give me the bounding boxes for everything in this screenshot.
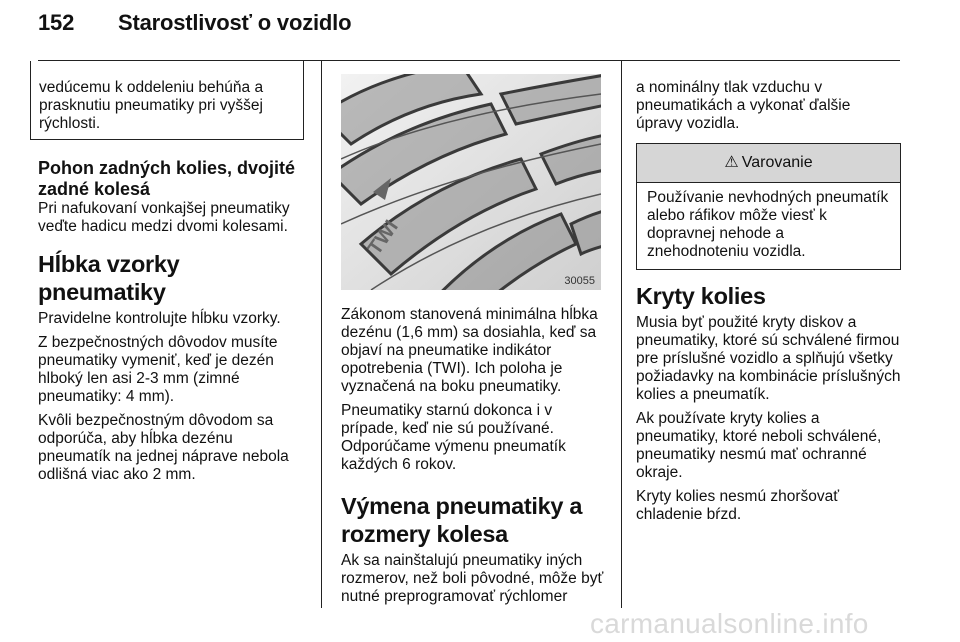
twi-label: TWI	[363, 216, 403, 259]
column-divider-1	[321, 61, 322, 608]
heading-tire-change: Výmena pneumatiky a rozmery kolesa	[341, 493, 583, 547]
column-divider-2	[621, 61, 622, 608]
heading-wheel-covers: Kryty kolies	[636, 283, 766, 309]
warning-box	[636, 143, 901, 270]
image-number: 30055	[564, 275, 595, 287]
page-number: 152	[38, 10, 75, 35]
warning-header	[637, 144, 900, 183]
tire-tread-illustration	[341, 74, 601, 290]
paragraph-tire-change: Ak sa nainštalujú pneumatiky iných rozmerov, než boli pôvodné, môže byť nutné preprogramovať rýchlomer	[341, 552, 604, 605]
column-3	[636, 79, 901, 530]
subheading-rear-drive: Pohon zadných kolies, dvojité zadné kolesá	[38, 158, 296, 199]
column-1	[38, 61, 304, 490]
warning-icon: ⚠	[724, 154, 739, 171]
tire-tread-image	[341, 74, 601, 290]
paragraph-aging: Pneumatiky starnú dokonca i v prípade, keď nie sú používané. Odporúčame výmenu pneumatík každých 6 rokov.	[341, 402, 566, 473]
warning-title: Varovanie	[741, 154, 813, 171]
paragraph-tread-1: Pravidelne kontrolujte hĺbku vzorky.	[38, 310, 281, 327]
watermark: carmanualsonline.info	[590, 608, 869, 639]
paragraph-covers-1: Musia byť použité kryty diskov a pneumatiky, ktoré sú schválené firmou pre príslušné vozidlo a splňujú všetky požiadavky na kombinácie príslušných kolies a pneumatík.	[636, 314, 901, 403]
paragraph-covers-2: Ak používate kryty kolies a pneumatiky, ktoré neboli schválené, pneumatiky nesmú mať ochranné okraje.	[636, 410, 882, 481]
paragraph-rear-drive: Pri nafukovaní vonkajšej pneumatiky veďte hadicu medzi dvomi kolesami.	[38, 200, 290, 235]
continued-box	[30, 61, 304, 140]
warning-body: Používanie nevhodných pneumatík alebo ráfikov môže viesť k dopravnej nehode a znehodnoteniu vozidla.	[647, 189, 889, 260]
paragraph-tread-2: Z bezpečnostných dôvodov musíte pneumatiky vymeniť, keď je dezén hlboký len asi 2-3 mm (zimné pneumatiky: 4 mm).	[38, 334, 278, 405]
continued-text: vedúcemu k oddeleniu behúňa a prasknutiu pneumatiky pri vyššej rýchlosti.	[39, 79, 264, 132]
paragraph-twi: Zákonom stanovená minimálna hĺbka dezénu (1,6 mm) sa dosiahla, keď sa objaví na pneumatike indikátor opotrebenia (TWI). Ich poloha je vyznačená na boku pneumatiky.	[341, 306, 598, 395]
page-title: Starostlivosť o vozidlo	[118, 10, 352, 35]
paragraph-tread-3: Kvôli bezpečnostným dôvodom sa odporúča, aby hĺbka dezénu pneumatík na jednej náprave nebola odlišná viac ako 2 mm.	[38, 412, 289, 483]
paragraph-pressure: a nominálny tlak vzduchu v pneumatikách a vykonať ďalšie úpravy vozidla.	[636, 79, 851, 132]
column-2	[341, 306, 609, 612]
page-header	[38, 10, 351, 36]
paragraph-covers-3: Kryty kolies nesmú zhoršovať chladenie bŕzd.	[636, 488, 840, 523]
heading-tread-depth: Hĺbka vzorky pneumatiky	[38, 251, 180, 305]
